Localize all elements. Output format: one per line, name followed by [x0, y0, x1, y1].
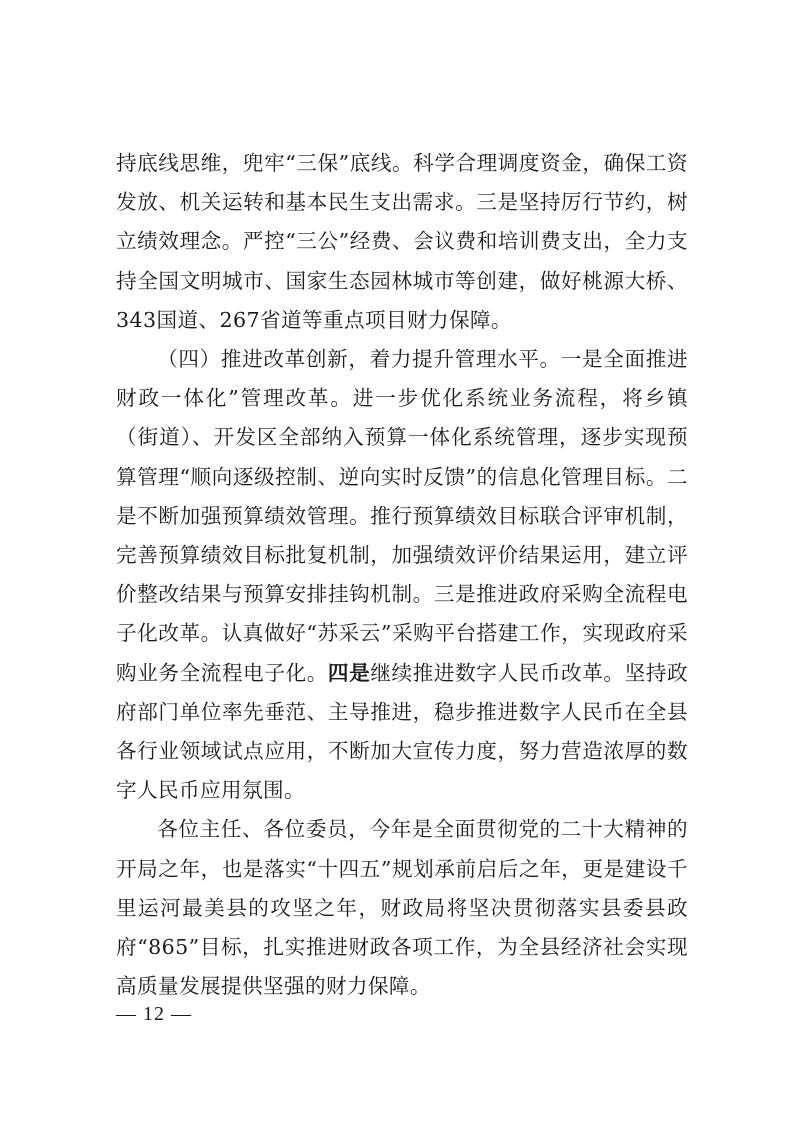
section-heading: （四）推进改革创新，着力提升管理水平。 — [157, 347, 561, 372]
paragraph-text: 各位主任、各位委员，今年是全面贯彻党的二十大精神的开局之年，也是落实“十四五”规划承前启后之年，更是建设千里运河最美县的攻坚之年，财政局将坚决贯彻落实县委县政府“865”目标，扎实推进财政各项工作，为全县经济社会实现高质量发展提供坚强的财力保障。 — [116, 817, 688, 999]
page-number: — 12 — — [116, 1003, 192, 1025]
paragraph-text: 一是全面推进财政一体化”管理改革。进一步优化系统业务流程，将乡镇（街道）、开发区全部纳入预算一体化系统管理，逐步实现预算管理“顺向逐级控制、逆向实时反馈”的信息化管理目标。二是不断加强预算绩效管理。推行预算绩效目标联合评审机制，完善预算绩效目标批复机制，加强绩效评价结果运用，建立评价整改结果与预算安排挂钩机制。三是推进政府采购全流程电子化改革。认真做好“苏采云”采购平台搭建工作，实现政府采购业务全流程电子化。 — [116, 347, 688, 685]
paragraph-reform-innovation — [116, 340, 688, 810]
document-body — [116, 144, 688, 1006]
paragraph-closing — [116, 810, 688, 1006]
bold-lead: 四是 — [327, 660, 371, 685]
paragraph-fiscal-guarantee — [116, 144, 688, 340]
paragraph-text: 持底线思维，兜牢“三保”底线。科学合理调度资金，确保工资发放、机关运转和基本民生支出需求。三是坚持厉行节约，树立绩效理念。严控“三公”经费、会议费和培训费支出，全力支持全国文明城市、国家生态园林城市等创建，做好桃源大桥、343国道、267省道等重点项目财力保障。 — [116, 151, 688, 332]
paragraph-text: 继续推进数字人民币改革。坚持政府部门单位率先垂范、主导推进，稳步推进数字人民币在全县各行业领域试点应用，不断加大宣传力度，努力营造浓厚的数字人民币应用氛围。 — [116, 660, 688, 803]
